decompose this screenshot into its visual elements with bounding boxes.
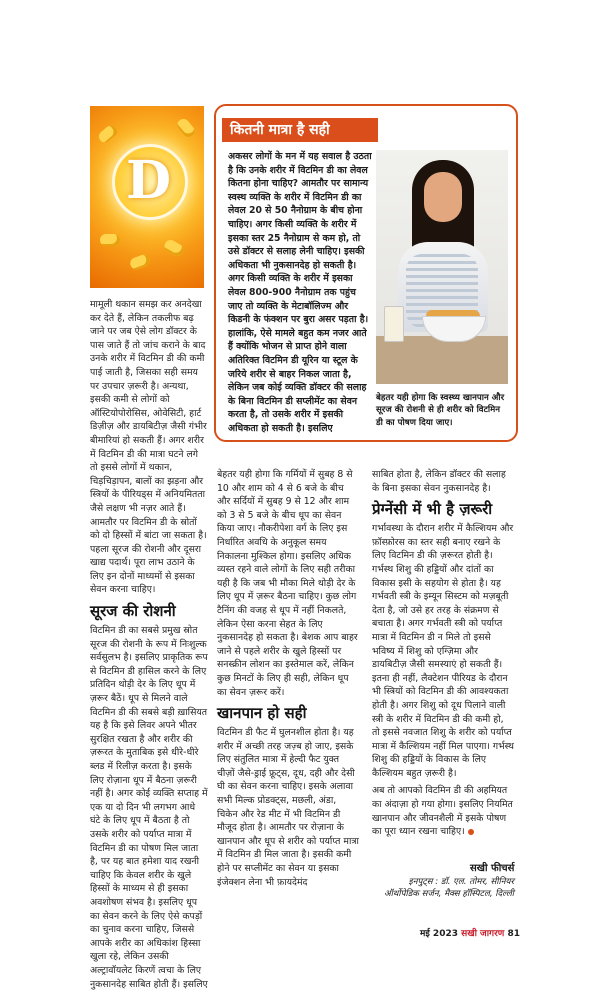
page-number: 81 [507,929,520,939]
vitamin-d-illustration: D [90,106,204,288]
column-1 [90,298,208,991]
woman-breakfast-photo [376,150,508,384]
closing-text: अब तो आपको विटमिन डी की अहमियत का अंदाज़ा हो गया होगा। इसलिए नियमित खानपान और जीवनशैली में इसके पोषण का पूरा ध्यान रखना चाहिए। [372,785,513,838]
issue-date: मई 2023 [420,929,458,939]
author-credit: सखी फीचर्स [470,863,515,874]
column-3-closing [372,784,514,838]
column-3-intro: साबित होता है, लेकिन डॉक्टर की सलाह के बिना इसका सेवन नुकसानदेह है। [372,469,506,494]
heading-pregnancy: प्रेग्नेंसी में भी है ज़रूरी [372,500,493,519]
box-body: अकसर लोगों के मन में यह सवाल है उठता है कि उनके शरीर में विटमिन डी का लेवल कितना होना चाहिए? आमतौर पर सामान्य स्वस्थ व्यक्ति के शरीर में विटमिन डी का लेवल 20 से 50 नैनोग्राम के बीच होना चाहिए। अगर किसी व्यक्ति के शरीर में इसका स्तर 25 नैनोग्राम से कम हो, तो उसे डॉक्टर से सलाह लेनी चाहिए। इसकी अधिकता भी नुकसानदेह हो सकती है। अगर किसी व्यक्ति के शरीर में इसका लेवल 800-900 नैनोग्राम तक पहुंच जाए तो व्यक्ति के मेटाबॉलिज्म और किडनी के फंक्शन पर बुरा असर पड़ता है। हालांकि, ऐसे मामले बहुत कम नजर आते हैं क्योंकि भोजन से प्राप्त होने वाला अतिरिक्त विटमिन डी यूरिन या स्टूल के जरिये शरीर से बाहर निकल जाता है, लेकिन जब कोई व्यक्ति डॉक्टर की सलाह के बिना विटमिन डी सप्लीमेंट का सेवन करता है, तो उसके शरीर में इसकी अधिकता हो सकती है। इसलिए [228,151,372,434]
expert-inputs: इनपुट्स : डॉ. एल. तोमर, सीनियर ऑर्थोपेडिक सर्जन, मैक्स हॉस्पिटल, दिल्ली [384,877,514,900]
column-1-body: विटमिन डी का सबसे प्रमुख स्रोत सूरज की रोशनी के रूप में निःशुल्क सर्वसुलभ है। इसलिए प्राकृतिक रूप से विटमिन डी हासिल करने के लिए प्रतिदिन थोड़ी देर के लिए धूप में ज़रूर बैठें। धूप से मिलने वाले विटमिन डी की सबसे बड़ी ख़ासियत यह है कि इसे लिवर अपने भीतर सुरक्षित रखता है और शरीर की ज़रूरत के मुताबिक इसे धीरे-धीरे ब्लड में रिलीज़ करता है। इसके लिए रोज़ाना धूप में बैठना ज़रूरी नहीं है। अगर कोई व्यक्ति सप्ताह में एक या दो दिन भी लगभग आधे घंटे के लिए धूप में बैठता है तो उसके शरीर को पर्याप्त मात्रा में विटमिन डी का पोषण मिल जाता है, पर यह बात हमेशा याद रखनी चाहिए कि केवल शरीर के खुले हिस्सों के माध्यम से ही इसका अवशोषण संभव है। इसलिए धूप का सेवन करने के लिए ऐसे कपड़ों का चुनाव करना चाहिए, जिससे आपके शरीर का अधिकांश हिस्सा खुला रहे, लेकिन उसकी अल्ट्रावॉयलेट किरणें त्वचा के लिए नुकसानदेह साबित होती हैं। इसलिए [90,625,208,990]
box-title: कितनी मात्रा है सही [222,118,378,142]
heading-diet: खानपान हो सही [217,704,307,723]
column-3 [372,468,514,839]
page-footer [420,926,520,939]
column-3-body: गर्भावस्था के दौरान शरीर में कैल्शियम और फ़ॉस्फ़ोरस का स्तर सही बनाए रखने के लिए विटमिन डी की ज़रूरत होती है। गर्भस्थ शिशु की हड्डियों और दांतों का विकास इसी के सहयोग से होता है। यह गर्भवती स्त्री के इम्यून सिस्टम को मज़बूती देता है, जो उसे हर तरह के संक्रमण से बचाता है। अगर गर्भवती स्त्री को पर्याप्त मात्रा में विटमिन डी न मिले तो इससे भविष्य में शिशु को एग्ज़िमा और डायबिटीज़ जैसी समस्याएं हो सकती हैं। इतना ही नहीं, लैक्टेशन पीरियड के दौरान भी स्त्रियों को विटमिन डी की आवश्यकता होती है। अगर शिशु को दूध पिलाने वाली स्त्री के शरीर में विटमिन डी की कमी हो, तो इससे नवजात शिशु के शरीर को पर्याप्त मात्रा में कैल्शियम नहीं मिल पाएगा। गर्भस्थ शिशु की हड्डियों के विकास के लिए कैल्शियम बहुत ज़रूरी है। [372,523,514,779]
column-1-intro: मामूली थकान समझ कर अनदेखा कर देते हैं, लेकिन तकलीफ बढ़ जाने पर जब ऐसे लोग डॉक्टर के पास जाते हैं तो जांच कराने के बाद उनके शरीर में विटमिन डी की कमी पाई जाती है, जिसका सही समय पर उपचार ज़रूरी है। अन्यथा, इसकी कमी से लोगों को ऑस्टियोपोरोसिस, ओवेसिटी, हार्ट डिज़ीज़ और डायबिटीज़ जैसी गंभीर बीमारियां हो सकती हैं। अगर शरीर में विटमिन डी की मात्रा घटने लगे तो इससे लोगों में थकान, चिड़चिड़ापन, बालों का झड़ना और स्त्रियों के पीरियड्स में अनियमितता जैसे लक्षण भी नज़र आते हैं। आमतौर पर विटमिन डी के स्रोतों को दो हिस्सों में बांटा जा सकता है। पहला सूरज की रोशनी और दूसरा खाद्य पदार्थ। पूरा लाभ उठाने के लिए इन दोनों माध्यमों से इसका सेवन करना चाहिए। [90,299,207,596]
heading-sunlight: सूरज की रोशनी [90,602,176,621]
column-2 [217,468,359,889]
bullet-icon [468,829,474,835]
photo-caption: बेहतर यही होगा कि स्वस्थ्य खानपान और सूरज की रोशनी से ही शरीर को विटमिन डी का पोषण दिया जाए। [376,393,505,428]
magazine-brand: सखी जागरण [461,929,505,939]
column-2-body: विटमिन डी फैट में घुलनशील होता है। यह शरीर में अच्छी तरह जज़्ब हो जाए, इसके लिए संतुलित मात्रा में हेल्दी फैट युक्त चीज़ों जैसे-ड्राई फ्रूट्स, दूध, दही और देसी घी का सेवन करना चाहिए। इसके अलावा सभी मिल्क प्रोडक्ट्स, मछली, अंडा, चिकेन और रेड मीट में भी विटमिन डी मौजूद होता है। आमतौर पर रोज़ाना के खानपान और धूप से शरीर को पर्याप्त मात्रा में विटमिन डी मिल जाता है। इसकी कमी होने पर सप्लीमेंट का सेवन या इसका इंजेक्शन लेना भी फ़ायदेमंद [217,727,359,888]
column-2-intro: बेहतर यही होगा कि गर्मियों में सुबह 8 से 10 और शाम को 4 से 6 बजे के बीच और सर्दियों में सुबह 9 से 12 और शाम को 3 से 5 बजे के बीच धूप का सेवन किया जाए। नौकरीपेशा वर्ग के लिए इस निर्धारित अवधि के अनुकूल समय निकालना मुश्किल होगा। इसलिए अधिक व्यस्त रहने वाले लोगों के लिए सही तरीका यही है कि जब भी मौका मिले थोड़ी देर के लिए धूप में ज़रूर बैठना चाहिए। कुछ लोग टैनिंग की वजह से धूप में नहीं निकलते, लेकिन ऐसा करना सेहत के लिए नुकसानदेह हो सकता है। बेशक आप बाहर जाने से पहले शरीर के खुले हिस्सों पर सनस्क्रीन लोशन का इस्तेमाल करें, लेकिन कुछ मिनटों के लिए ही सही, लेकिन धूप का सेवन ज़रूर करें। [217,469,358,698]
